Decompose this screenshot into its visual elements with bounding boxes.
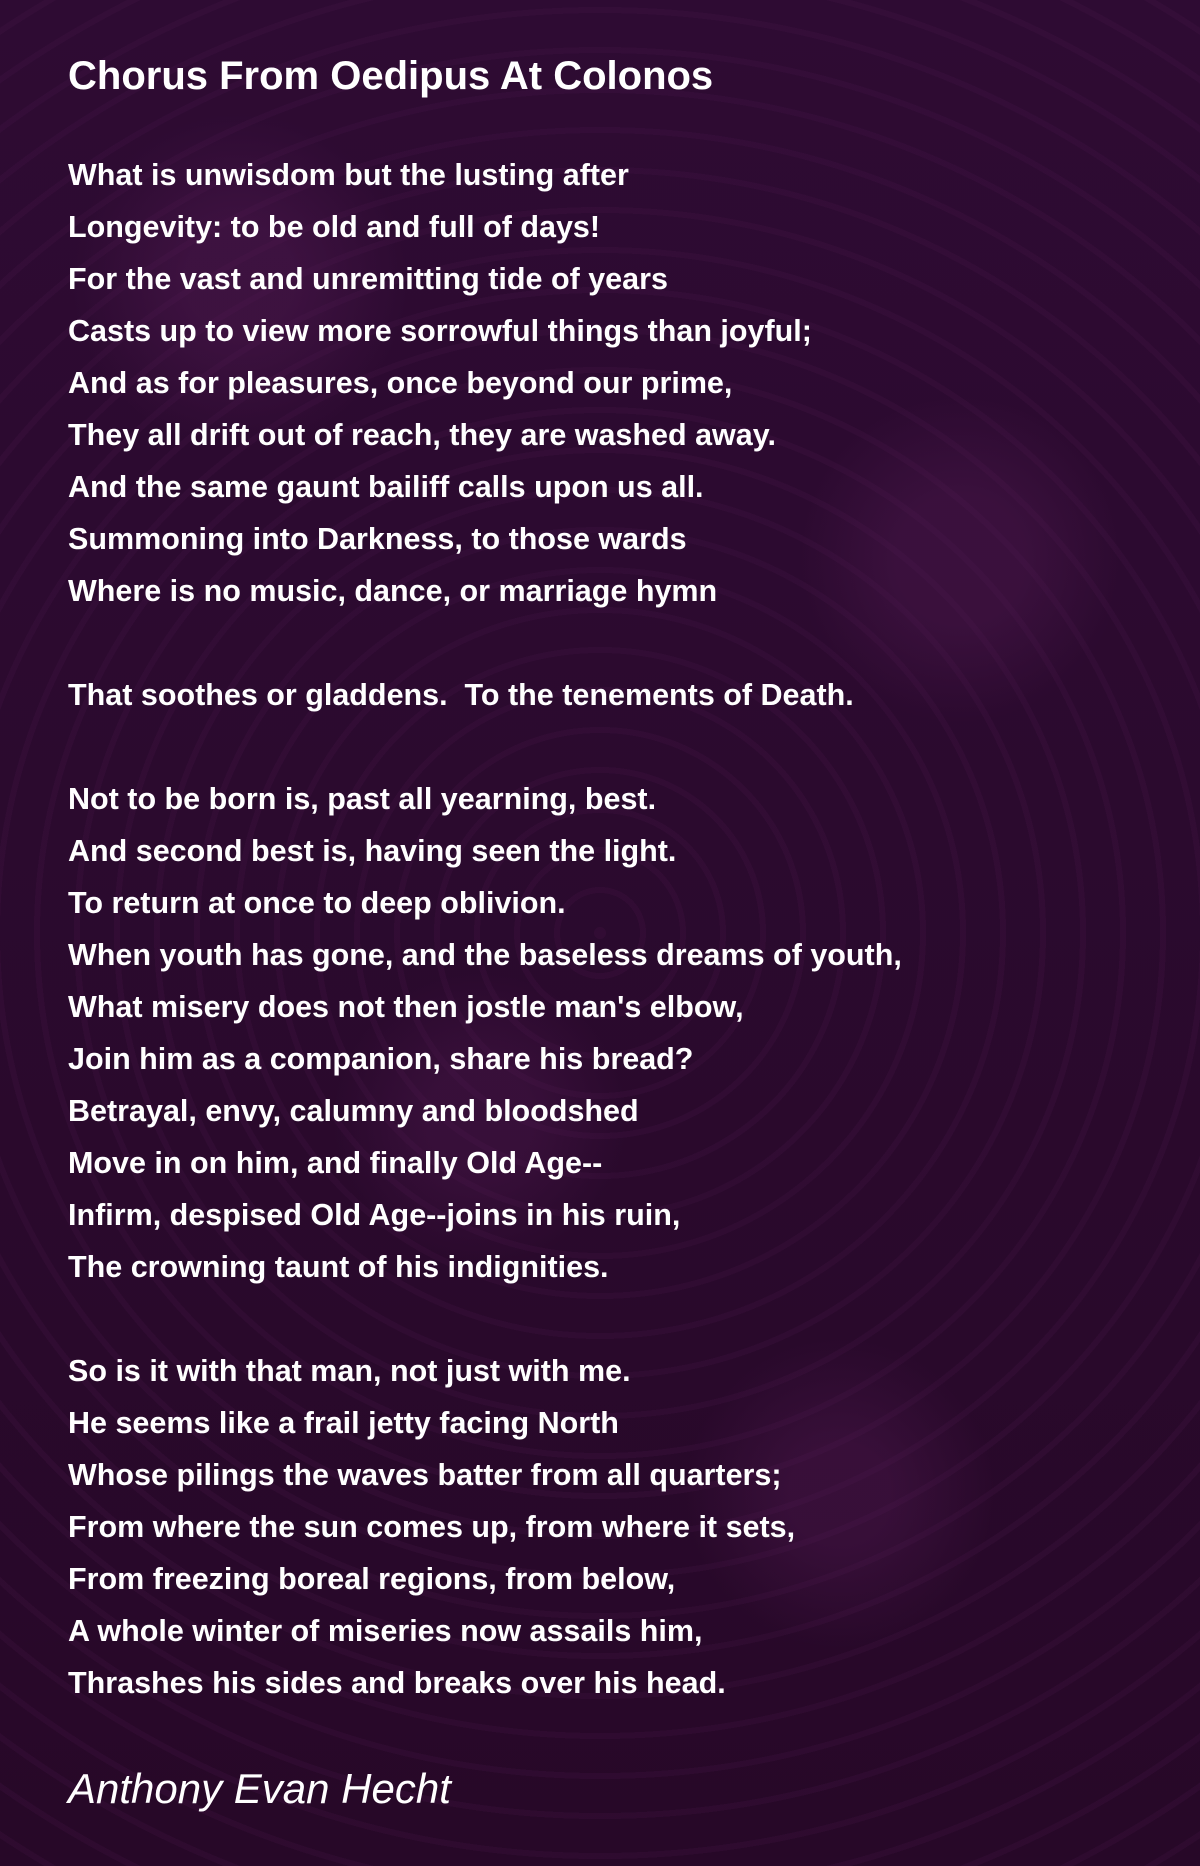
poem-line: Thrashes his sides and breaks over his head. xyxy=(68,1666,726,1700)
poem-title: Chorus From Oedipus At Colonos xyxy=(68,54,714,98)
poem-line: So is it with that man, not just with me. xyxy=(68,1354,631,1388)
poem-line: Move in on him, and finally Old Age-- xyxy=(68,1146,603,1180)
poem-line: What is unwisdom but the lusting after xyxy=(68,158,629,192)
poem-line: Whose pilings the waves batter from all quarters; xyxy=(68,1458,782,1492)
poem-line: They all drift out of reach, they are washed away. xyxy=(68,418,776,452)
poem-line: And as for pleasures, once beyond our prime, xyxy=(68,366,733,400)
poem-line: He seems like a frail jetty facing North xyxy=(68,1406,619,1440)
stanza-break xyxy=(68,617,902,669)
poem-line: And the same gaunt bailiff calls upon us all. xyxy=(68,470,704,504)
poem-line: To return at once to deep oblivion. xyxy=(68,886,566,920)
poem-line: And second best is, having seen the light. xyxy=(68,834,677,868)
poem-line: Longevity: to be old and full of days! xyxy=(68,210,601,244)
poem-line: Infirm, despised Old Age--joins in his ruin, xyxy=(68,1198,681,1232)
poem-line: Summoning into Darkness, to those wards xyxy=(68,522,687,556)
poem-line: What misery does not then jostle man's elbow, xyxy=(68,990,744,1024)
poem-line: When youth has gone, and the baseless dreams of youth, xyxy=(68,938,902,972)
stanza-break xyxy=(68,721,902,773)
poem-line: Casts up to view more sorrowful things than joyful; xyxy=(68,314,812,348)
poem-line: Not to be born is, past all yearning, best. xyxy=(68,782,657,816)
poem-line: From freezing boreal regions, from below, xyxy=(68,1562,676,1596)
stanza-break xyxy=(68,1293,902,1345)
poem-line: Betrayal, envy, calumny and bloodshed xyxy=(68,1094,639,1128)
poem-line: A whole winter of miseries now assails him, xyxy=(68,1614,703,1648)
poem-line: Where is no music, dance, or marriage hymn xyxy=(68,574,718,608)
poem-line: The crowning taunt of his indignities. xyxy=(68,1250,609,1284)
poem-line: Join him as a companion, share his bread? xyxy=(68,1042,694,1076)
poem-line: From where the sun comes up, from where it sets, xyxy=(68,1510,796,1544)
poem-line: That soothes or gladdens. To the tenements of Death. xyxy=(68,678,854,712)
poem-line: For the vast and unremitting tide of years xyxy=(68,262,668,296)
poem-body xyxy=(68,149,902,1709)
poem-author: Anthony Evan Hecht xyxy=(68,1765,451,1812)
